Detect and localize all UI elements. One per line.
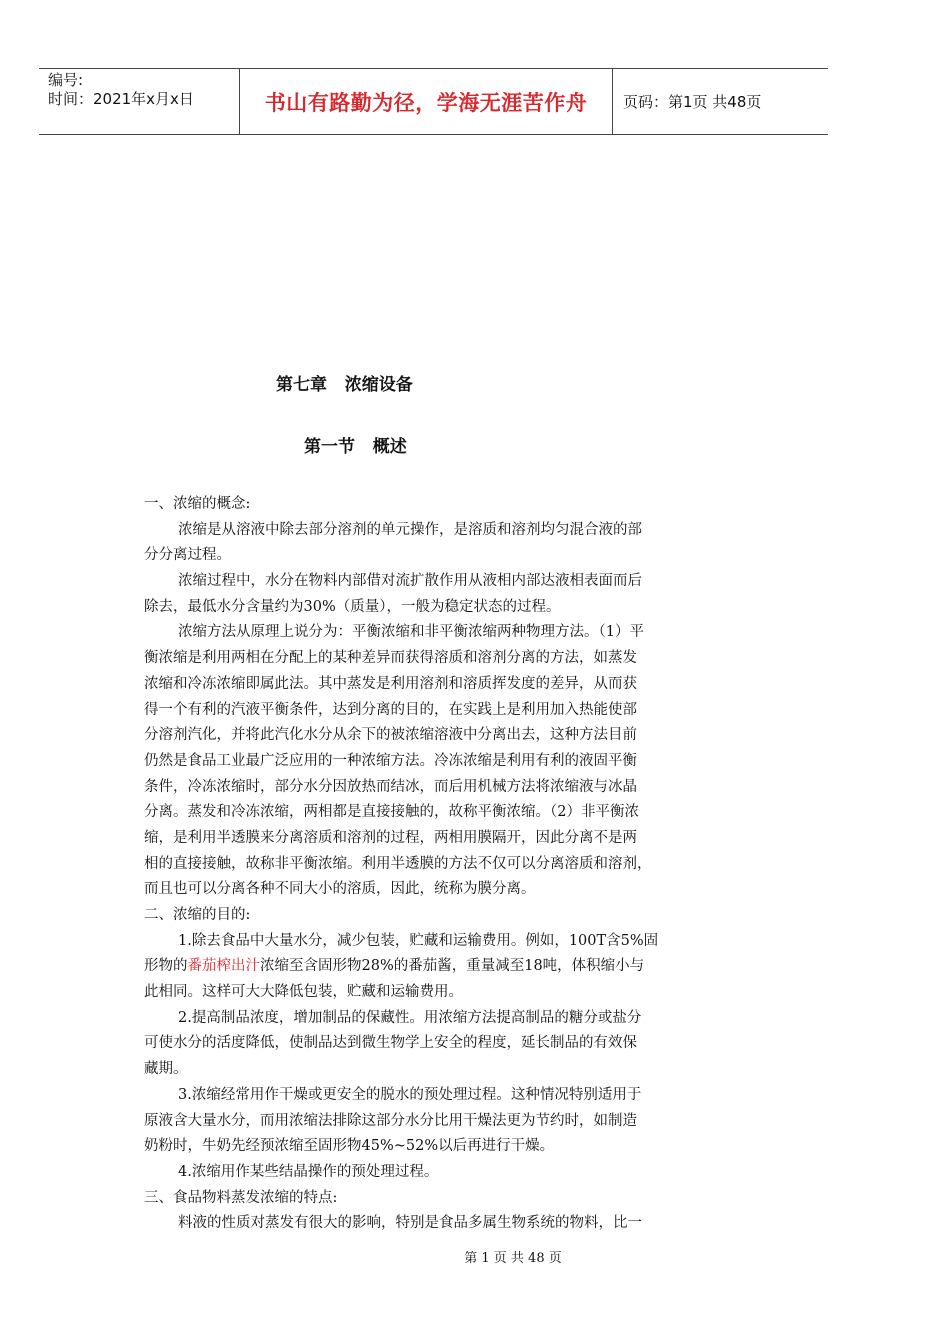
time-label: 时间：2021年x月x日 (48, 90, 194, 108)
text-line: 可使水分的活度降低，使制品达到微生物学上安全的程度，延长制品的有效保 (144, 1035, 637, 1052)
text-line: 而且也可以分离各种不同大小的溶质，因此，统称为膜分离。 (144, 881, 536, 898)
header-page-cell (613, 69, 828, 134)
text-line: 3.浓缩经常用作干燥或更安全的脱水的预处理过程。这种情况特别适用于 (178, 1086, 642, 1103)
text-line: 浓缩方法从原理上说分为：平衡浓缩和非平衡浓缩两种物理方法。（1）平 (178, 624, 644, 641)
text-line: 缩，是利用半透膜来分离溶质和溶剂的过程，两相用膜隔开，因此分离不是两 (144, 829, 637, 846)
text-line: 浓缩过程中，水分在物料内部借对流扩散作用从液相内部达液相表面而后 (178, 573, 642, 590)
text-line: 一、浓缩的概念: (144, 496, 251, 512)
text-segment: 形物的 (144, 958, 188, 975)
text-line: 奶粉时，牛奶先经预浓缩至固形物45%~52%以后再进行干燥。 (144, 1138, 555, 1155)
text-line: 浓缩是从溶液中除去部分溶剂的单元操作，是溶质和溶剂均匀混合液的部 (178, 521, 642, 538)
text-line: 衡浓缩是利用两相在分配上的某种差异而获得溶质和溶剂分离的方法，如蒸发 (144, 650, 637, 667)
header-table (39, 68, 828, 135)
text-line: 分溶剂汽化，并将此汽化水分从余下的被浓缩溶液中分离出去，这种方法目前 (144, 727, 637, 744)
text-line: 4.浓缩用作某些结晶操作的预处理过程。 (178, 1163, 439, 1180)
text-line: 二、浓缩的目的: (144, 907, 251, 923)
header-meta-cell (39, 69, 240, 134)
text-line: 条件，冷冻浓缩时，部分水分因放热而结冰，而后用机械方法将浓缩液与冰晶 (144, 778, 637, 795)
text-line: 仍然是食品工业最广泛应用的一种浓缩方法。冷冻浓缩是利用有利的液固平衡 (144, 752, 637, 769)
text-line: 此相同。这样可大大降低包装，贮藏和运输费用。 (144, 984, 463, 1001)
text-line: 相的直接接触，故称非平衡浓缩。利用半透膜的方法不仅可以分离溶质和溶剂， (144, 855, 652, 872)
text-line: 得一个有利的汽液平衡条件，达到分离的目的，在实践上是利用加入热能使部 (144, 701, 637, 718)
text-line: 原液含大量水分，而用浓缩法排除这部分水分比用干燥法更为节约时，如制造 (144, 1112, 637, 1129)
text-line: 分分离过程。 (144, 547, 231, 564)
text-line: 1.除去食品中大量水分，减少包装，贮藏和运输费用。例如，100T含5%固 (178, 932, 659, 949)
text-line: 除去，最低水分含量约为30%（质量），一般为稳定状态的过程。 (144, 598, 561, 615)
page-footer: 第 1 页 共 48 页 (464, 1251, 562, 1266)
text-segment: 浓缩至含固形物28%的番茄酱，重量减至18吨，体积缩小与 (260, 958, 645, 975)
header-motto-cell (240, 69, 613, 134)
text-line (144, 954, 734, 980)
motto: 书山有路勤为径，学海无涯苦作舟 (264, 90, 588, 115)
text-line: 三、食品物料蒸发浓缩的特点: (144, 1189, 338, 1206)
text-line: 料液的性质对蒸发有很大的影响，特别是食品多属生物系统的物料，比一 (178, 1215, 642, 1232)
text-line: 2.提高制品浓度，增加制品的保藏性。用浓缩方法提高制品的糖分或盐分 (178, 1009, 642, 1026)
page-label: 页码：第1页 共48页 (623, 93, 762, 111)
body-text (144, 492, 734, 1237)
text-line: 分离。蒸发和冷冻浓缩，两相都是直接接触的，故称平衡浓缩。（2）非平衡浓 (144, 804, 639, 821)
text-line: 浓缩和冷冻浓缩即属此法。其中蒸发是利用溶剂和溶质挥发度的差异，从而获 (144, 675, 637, 692)
number-label: 编号: (48, 71, 84, 89)
section-title: 第一节 概述 (304, 437, 407, 457)
highlighted-link-text[interactable]: 番茄榨出汁 (187, 958, 260, 975)
text-line: 藏期。 (144, 1061, 188, 1078)
chapter-title: 第七章 浓缩设备 (276, 375, 413, 395)
